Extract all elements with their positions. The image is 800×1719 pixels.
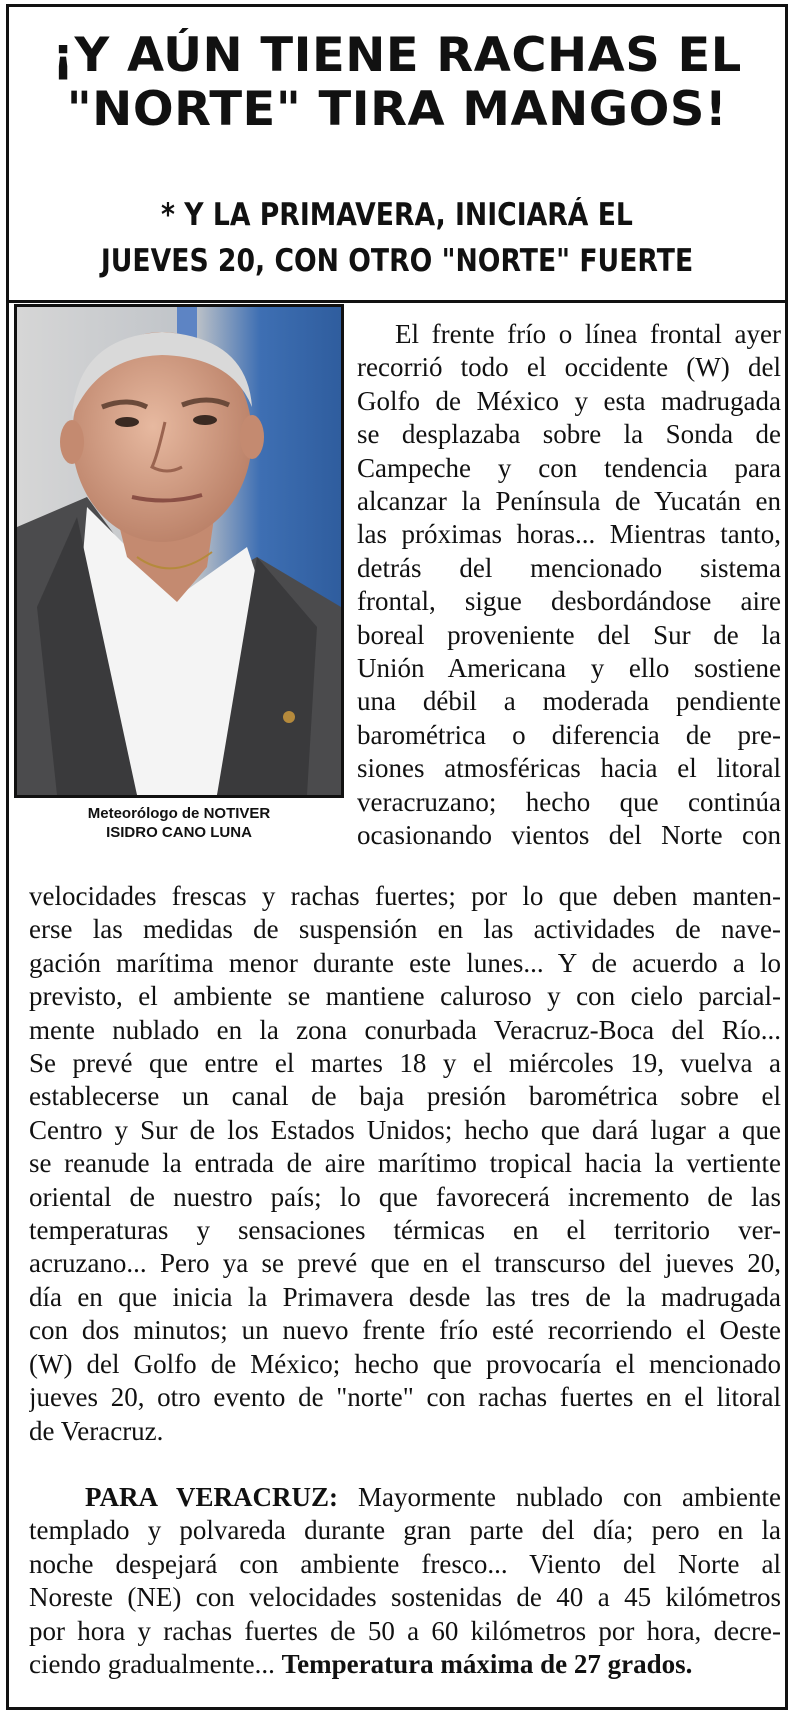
forecast-last-line — [29, 1648, 781, 1681]
text-line: Golfo de México y esta madrugada — [357, 385, 781, 416]
forecast-label: PARA VERACRUZ: — [85, 1482, 339, 1512]
text-line: jueves 20, otro evento de "norte" con rachas fuertes en el litoral — [29, 1382, 781, 1413]
text-line: erse las medidas de suspensión en las actividades de nave- — [29, 914, 781, 945]
text-line: previsto, el ambiente se mantiene caluroso y con cielo parcial- — [29, 981, 781, 1012]
text-line: establecerse un canal de baja presión barométrica sobre el — [29, 1081, 781, 1112]
article-full-text — [29, 880, 781, 1448]
forecast-first-line-text: Mayormente nublado con ambiente — [338, 1482, 781, 1512]
text-line: barométrica o diferencia de pre- — [357, 719, 781, 750]
text-line: noche despejará con ambiente fresco... Viento del Norte al — [29, 1548, 781, 1579]
caption-line-1: Meteorólogo de NOTIVER — [87, 805, 271, 822]
text-line: boreal proveniente del Sur de la — [357, 619, 781, 650]
text-line: día en que inicia la Primavera desde las tres de la madrugada — [29, 1281, 781, 1312]
text-line: mente nublado en la zona conurbada Veracruz-Boca del Río... — [29, 1014, 781, 1045]
text-line: con dos minutos; un nuevo frente frío esté recorriendo el Oeste — [29, 1315, 781, 1346]
subheadline — [72, 192, 722, 284]
text-line: ocasionando vientos del Norte con — [357, 820, 781, 851]
headline-line-2: "NORTE" TIRA MANGOS! — [66, 82, 728, 137]
text-line: temperaturas y sensaciones térmicas en el territorio ver- — [29, 1215, 781, 1246]
photo — [14, 304, 344, 798]
text-line: siones atmosféricas hacia el litoral — [357, 753, 781, 784]
text-line: Unión Americana y ello sostiene — [357, 653, 781, 684]
article-frame — [6, 4, 788, 1710]
headline — [11, 29, 782, 137]
text-line: se reanude la entrada de aire marítimo tropical hacia la vertiente — [29, 1148, 781, 1179]
text-line: veracruzano; hecho que continúa — [357, 786, 781, 817]
text-line: por hora y rachas fuertes de 50 a 60 kilómetros por hora, decre- — [29, 1615, 781, 1646]
text-line: El frente frío o línea frontal ayer — [395, 319, 781, 349]
text-line: Se prevé que entre el martes 18 y el miércoles 19, vuelva a — [29, 1048, 781, 1079]
photo-caption — [29, 804, 329, 842]
text-line: detrás del mencionado sistema — [357, 552, 781, 583]
text-line: alcanzar la Península de Yucatán en — [357, 486, 781, 517]
headline-line-1: ¡Y AÚN TIENE RACHAS EL — [52, 28, 742, 83]
forecast-last-plain: ciendo gradualmente... — [29, 1649, 282, 1680]
subheadline-line-1: * Y LA PRIMAVERA, INICIARÁ EL — [161, 197, 633, 233]
forecast-paragraph — [29, 1481, 781, 1681]
divider — [9, 300, 785, 303]
portrait-image — [17, 307, 341, 795]
text-line: se desplazaba sobre la Sonda de — [357, 419, 781, 450]
subheadline-line-2: JUEVES 20, CON OTRO "NORTE" FUERTE — [100, 243, 694, 279]
text-line: recorrió todo el occidente (W) del — [357, 352, 781, 383]
text-line: las próximas horas... Mientras tanto, — [357, 519, 781, 550]
text-line: gación marítima menor durante este lunes... Y de acuerdo a lo — [29, 947, 781, 978]
forecast-lines — [29, 1514, 781, 1648]
forecast-first-line — [29, 1481, 781, 1514]
caption-line-2: ISIDRO CANO LUNA — [106, 824, 252, 841]
text-line: una débil a moderada pendiente — [357, 686, 781, 717]
text-line: acruzano... Pero ya se prevé que en el transcurso del jueves 20, — [29, 1248, 781, 1279]
text-line: oriental de nuestro país; lo que favorecerá incremento de las — [29, 1181, 781, 1212]
text-line: velocidades frescas y rachas fuertes; por lo que deben manten- — [29, 881, 781, 911]
text-line: Campeche y con tendencia para — [357, 452, 781, 483]
text-line: frontal, sigue desbordándose aire — [357, 586, 781, 617]
text-line: de Veracruz. — [29, 1415, 164, 1446]
article-column-text — [357, 318, 781, 853]
text-line: Noreste (NE) con velocidades sostenidas de 40 a 45 kilómetros — [29, 1582, 781, 1613]
text-line: (W) del Golfo de México; hecho que provocaría el mencionado — [29, 1348, 781, 1379]
forecast-temperature: Temperatura máxima de 27 grados. — [281, 1649, 693, 1680]
text-line: templado y polvareda durante gran parte del día; pero en la — [29, 1515, 781, 1546]
text-line: Centro y Sur de los Estados Unidos; hecho que dará lugar a que — [29, 1114, 781, 1145]
